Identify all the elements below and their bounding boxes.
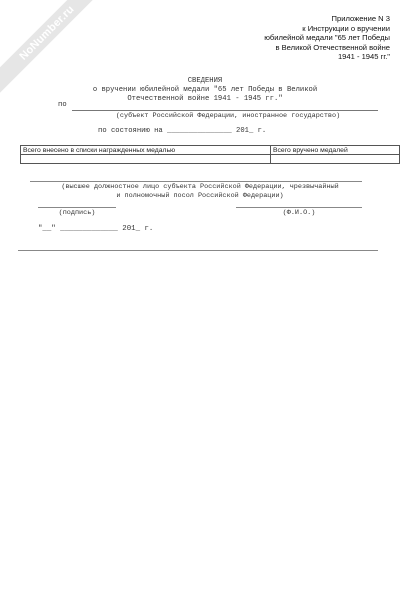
for-label: по bbox=[58, 101, 67, 109]
table-header-row bbox=[21, 146, 400, 155]
signature-underline bbox=[38, 207, 116, 208]
official-hint-line: и полномочный посол Российской Федерации) bbox=[116, 191, 284, 200]
title-heading: СВЕДЕНИЯ bbox=[187, 77, 223, 85]
appendix-line: в Великой Отечественной войне bbox=[275, 42, 390, 52]
date-line: "__" _____________ 201_ г. bbox=[38, 225, 154, 233]
official-hint-line: (высшее должностное лицо субъекта Российской Федерации, чрезвычайный bbox=[61, 183, 339, 191]
subject-underline bbox=[72, 110, 378, 111]
document-title bbox=[40, 77, 370, 104]
name-hint: (Ф.И.О.) bbox=[282, 209, 316, 217]
watermark-text: NoNumber.ru bbox=[17, 3, 77, 63]
appendix-line: Приложение N 3 bbox=[331, 14, 390, 23]
official-hint bbox=[30, 183, 370, 200]
as-of-date: по состоянию на _______________ 201_ г. bbox=[98, 127, 267, 135]
appendix-note bbox=[200, 14, 390, 62]
table-cell bbox=[21, 155, 271, 164]
summary-table bbox=[20, 145, 400, 164]
appendix-line: юбилейной медали "65 лет Победы bbox=[264, 33, 390, 42]
title-line: Отечественной войне 1941 - 1945 гг." bbox=[127, 95, 283, 103]
subject-field bbox=[58, 101, 378, 111]
bottom-rule bbox=[18, 250, 378, 251]
table-cell bbox=[271, 155, 400, 164]
title-line: о вручении юбилейной медали "65 лет Победы в Великой bbox=[92, 86, 318, 94]
table-row bbox=[21, 155, 400, 164]
appendix-line: к Инструкции о вручении bbox=[302, 23, 390, 33]
table-header: Всего вручено медалей bbox=[271, 146, 400, 155]
appendix-line: 1941 - 1945 гг." bbox=[337, 52, 390, 61]
table-header: Всего внесено в списки награжденных медалью bbox=[21, 146, 271, 155]
signature-hint: (подпись) bbox=[58, 209, 96, 217]
name-underline bbox=[236, 207, 362, 208]
official-underline bbox=[30, 181, 362, 182]
subject-hint: (субъект Российской Федерации, иностранное государство) bbox=[115, 112, 341, 120]
